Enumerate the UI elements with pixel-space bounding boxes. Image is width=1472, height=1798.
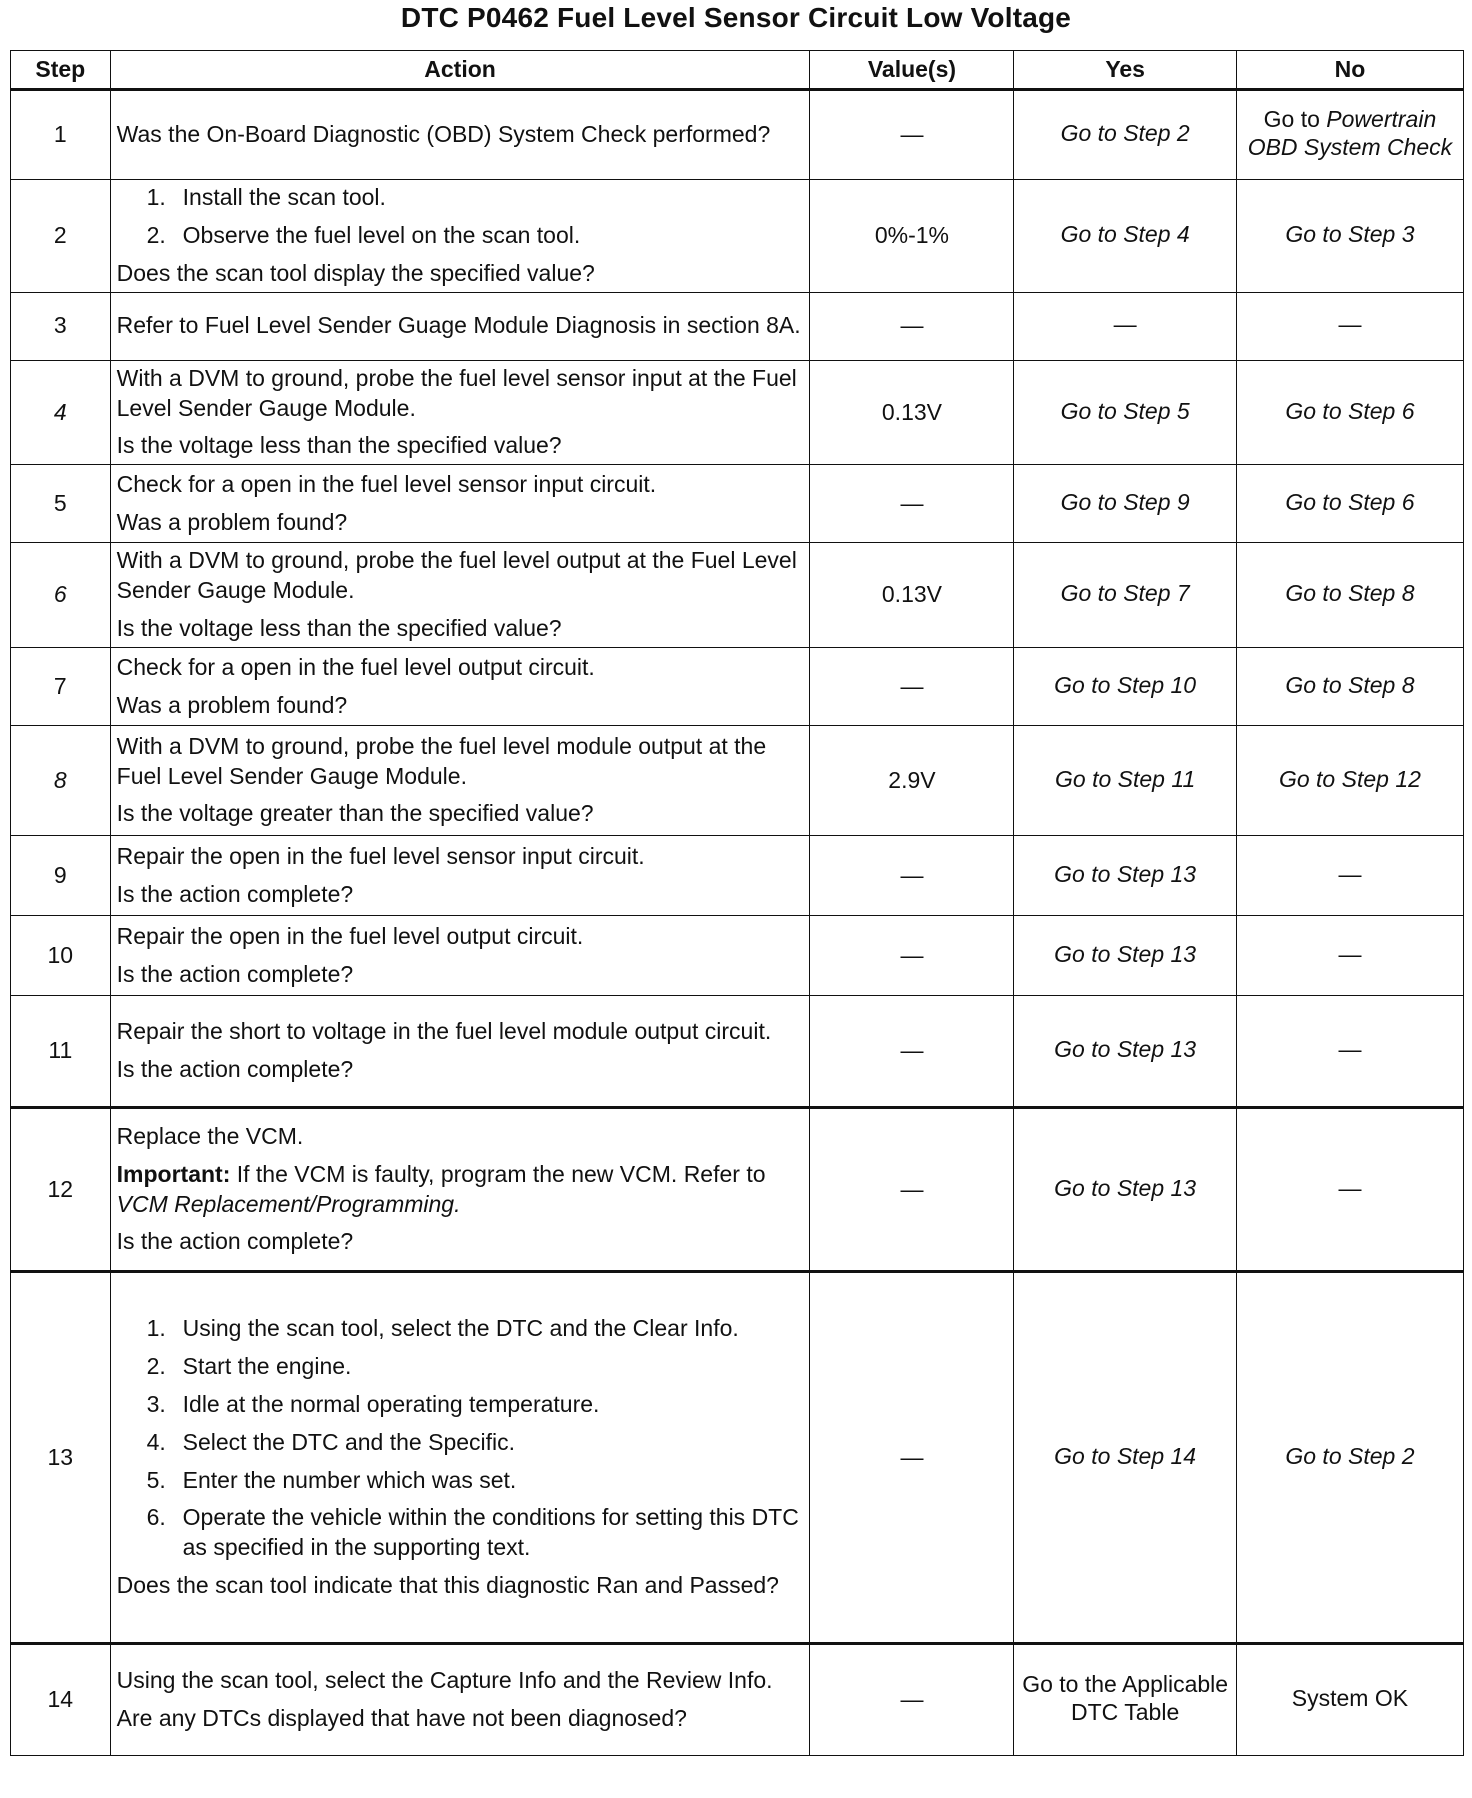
table-row: [11, 360, 1464, 465]
no-reference: Powertrain OBD System Check: [1247, 106, 1453, 160]
step-number: 5: [11, 465, 111, 543]
yes-cell: Go to Step 13: [1014, 1108, 1236, 1272]
action-text: Refer to Fuel Level Sender Guage Module Diagnosis in section 8A.: [116, 312, 801, 339]
yes-cell: Go to Step 9: [1014, 465, 1236, 543]
no-cell: System OK: [1236, 1644, 1463, 1756]
important-label: Important:: [116, 1160, 231, 1187]
action-text: Replace the VCM.: [116, 1122, 304, 1149]
step-number: 3: [11, 292, 111, 360]
step-number: 12: [11, 1108, 111, 1272]
step-number: 8: [11, 726, 111, 836]
list-item: 3. Idle at the normal operating temperature.: [146, 1390, 600, 1417]
no-cell: Go to Step 8: [1236, 648, 1463, 726]
value-cell: —: [810, 1272, 1014, 1644]
list-item: 2. Start the engine.: [146, 1352, 352, 1379]
value-cell: —: [810, 1108, 1014, 1272]
action-question: Are any DTCs displayed that have not been diagnosed?: [116, 1705, 687, 1732]
no-cell: Go to Step 6: [1236, 360, 1463, 465]
action-list: [117, 183, 804, 251]
step-number: 7: [11, 648, 111, 726]
action-question: Is the action complete?: [116, 880, 354, 907]
value-cell: 0%-1%: [810, 180, 1014, 293]
table-row: [11, 836, 1464, 916]
yes-cell: Go to the Applicable DTC Table: [1014, 1644, 1236, 1756]
no-cell: —: [1236, 292, 1463, 360]
value-cell: —: [810, 916, 1014, 996]
yes-cell: Go to Step 13: [1014, 836, 1236, 916]
action-text: Was the On-Board Diagnostic (OBD) System Check performed?: [116, 121, 771, 148]
list-item: 6. Operate the vehicle within the conditions for setting this DTC as specified in the supporting text.: [146, 1504, 799, 1561]
table-row: [11, 1108, 1464, 1272]
action-list: [117, 1314, 804, 1563]
no-cell: —: [1236, 916, 1463, 996]
header-values: Value(s): [810, 51, 1014, 90]
action-cell: [110, 292, 810, 360]
yes-cell: Go to Step 5: [1014, 360, 1236, 465]
action-cell: [110, 916, 810, 996]
step-number: 9: [11, 836, 111, 916]
table-row: [11, 916, 1464, 996]
table-row: [11, 1644, 1464, 1756]
table-row: [11, 726, 1464, 836]
important-note: [117, 1160, 804, 1220]
table-row: [11, 180, 1464, 293]
action-question: Is the voltage less than the specified value?: [116, 615, 562, 642]
action-question: Is the action complete?: [116, 960, 354, 987]
action-cell: [110, 465, 810, 543]
list-item: 4. Select the DTC and the Specific.: [146, 1428, 516, 1455]
action-cell: [110, 1272, 810, 1644]
yes-cell: —: [1014, 292, 1236, 360]
value-cell: —: [810, 836, 1014, 916]
header-step: Step: [11, 51, 111, 90]
step-number: 11: [11, 996, 111, 1108]
step-number: 1: [11, 90, 111, 180]
diagnostic-table: [10, 50, 1464, 1756]
table-row: [11, 90, 1464, 180]
important-text: If the VCM is faulty, program the new VCM. Refer to: [230, 1160, 766, 1187]
no-cell: Go to Step 3: [1236, 180, 1463, 293]
table-row: [11, 292, 1464, 360]
header-action: Action: [110, 51, 810, 90]
action-cell: [110, 726, 810, 836]
step-number: 14: [11, 1644, 111, 1756]
value-cell: —: [810, 90, 1014, 180]
no-cell: Go to Step 6: [1236, 465, 1463, 543]
important-reference: VCM Replacement/Programming.: [116, 1190, 461, 1217]
action-cell: [110, 996, 810, 1108]
no-prefix: Go to: [1263, 106, 1327, 133]
yes-cell: Go to Step 11: [1014, 726, 1236, 836]
action-cell: [110, 1108, 810, 1272]
step-number: 4: [11, 360, 111, 465]
yes-cell: Go to Step 4: [1014, 180, 1236, 293]
action-text: Repair the short to voltage in the fuel level module output circuit.: [116, 1018, 772, 1045]
no-cell: —: [1236, 836, 1463, 916]
no-cell: Go to Step 12: [1236, 726, 1463, 836]
table-row: [11, 1272, 1464, 1644]
action-question: Is the action complete?: [116, 1228, 354, 1255]
yes-cell: Go to Step 2: [1014, 90, 1236, 180]
yes-cell: Go to Step 14: [1014, 1272, 1236, 1644]
action-text: Repair the open in the fuel level sensor input circuit.: [116, 842, 645, 869]
action-cell: [110, 180, 810, 293]
list-item: 2. Observe the fuel level on the scan tool.: [146, 221, 581, 248]
value-cell: 2.9V: [810, 726, 1014, 836]
action-question: Was a problem found?: [116, 691, 348, 718]
action-text: Does the scan tool display the specified value?: [116, 259, 595, 286]
table-row: [11, 465, 1464, 543]
step-number: 10: [11, 916, 111, 996]
value-cell: —: [810, 996, 1014, 1108]
action-text: Check for a open in the fuel level output circuit.: [116, 653, 595, 680]
value-cell: —: [810, 1644, 1014, 1756]
action-cell: [110, 1644, 810, 1756]
no-cell: Go to Step 8: [1236, 543, 1463, 648]
action-cell: [110, 648, 810, 726]
value-cell: —: [810, 292, 1014, 360]
value-cell: —: [810, 465, 1014, 543]
value-cell: 0.13V: [810, 543, 1014, 648]
step-number: 13: [11, 1272, 111, 1644]
step-number: 2: [11, 180, 111, 293]
action-text: Repair the open in the fuel level output circuit.: [116, 922, 584, 949]
action-question: Is the voltage greater than the specified value?: [116, 800, 594, 827]
action-text: With a DVM to ground, probe the fuel level output at the Fuel Level Sender Gauge Module.: [116, 547, 797, 604]
action-cell: [110, 543, 810, 648]
page-title: DTC P0462 Fuel Level Sensor Circuit Low Voltage: [400, 2, 1072, 33]
step-number: 6: [11, 543, 111, 648]
action-question: Is the voltage less than the specified value?: [116, 432, 562, 459]
action-cell: [110, 90, 810, 180]
action-question: Does the scan tool indicate that this diagnostic Ran and Passed?: [116, 1572, 779, 1599]
header-no: No: [1236, 51, 1463, 90]
table-row: [11, 543, 1464, 648]
list-item: 1. Using the scan tool, select the DTC and the Clear Info.: [146, 1314, 739, 1341]
table-row: [11, 648, 1464, 726]
table-row: [11, 996, 1464, 1108]
action-text: Using the scan tool, select the Capture Info and the Review Info.: [116, 1667, 773, 1694]
value-cell: 0.13V: [810, 360, 1014, 465]
action-cell: [110, 836, 810, 916]
no-cell: —: [1236, 1108, 1463, 1272]
header-yes: Yes: [1014, 51, 1236, 90]
action-text: Check for a open in the fuel level sensor input circuit.: [116, 470, 657, 497]
yes-cell: Go to Step 10: [1014, 648, 1236, 726]
action-text: With a DVM to ground, probe the fuel level sensor input at the Fuel Level Sender Gauge Module.: [116, 364, 797, 421]
no-cell: —: [1236, 996, 1463, 1108]
no-cell: [1236, 90, 1463, 180]
yes-cell: Go to Step 13: [1014, 916, 1236, 996]
no-cell: Go to Step 2: [1236, 1272, 1463, 1644]
list-item: 1. Install the scan tool.: [146, 184, 386, 210]
action-question: Was a problem found?: [116, 508, 348, 535]
action-question: Is the action complete?: [116, 1056, 354, 1083]
list-item: 5. Enter the number which was set.: [146, 1466, 517, 1493]
table-header-row: [11, 51, 1464, 90]
yes-cell: Go to Step 7: [1014, 543, 1236, 648]
action-text: With a DVM to ground, probe the fuel level module output at the Fuel Level Sender Gauge Module.: [116, 732, 767, 789]
yes-cell: Go to Step 13: [1014, 996, 1236, 1108]
value-cell: —: [810, 648, 1014, 726]
action-cell: [110, 360, 810, 465]
